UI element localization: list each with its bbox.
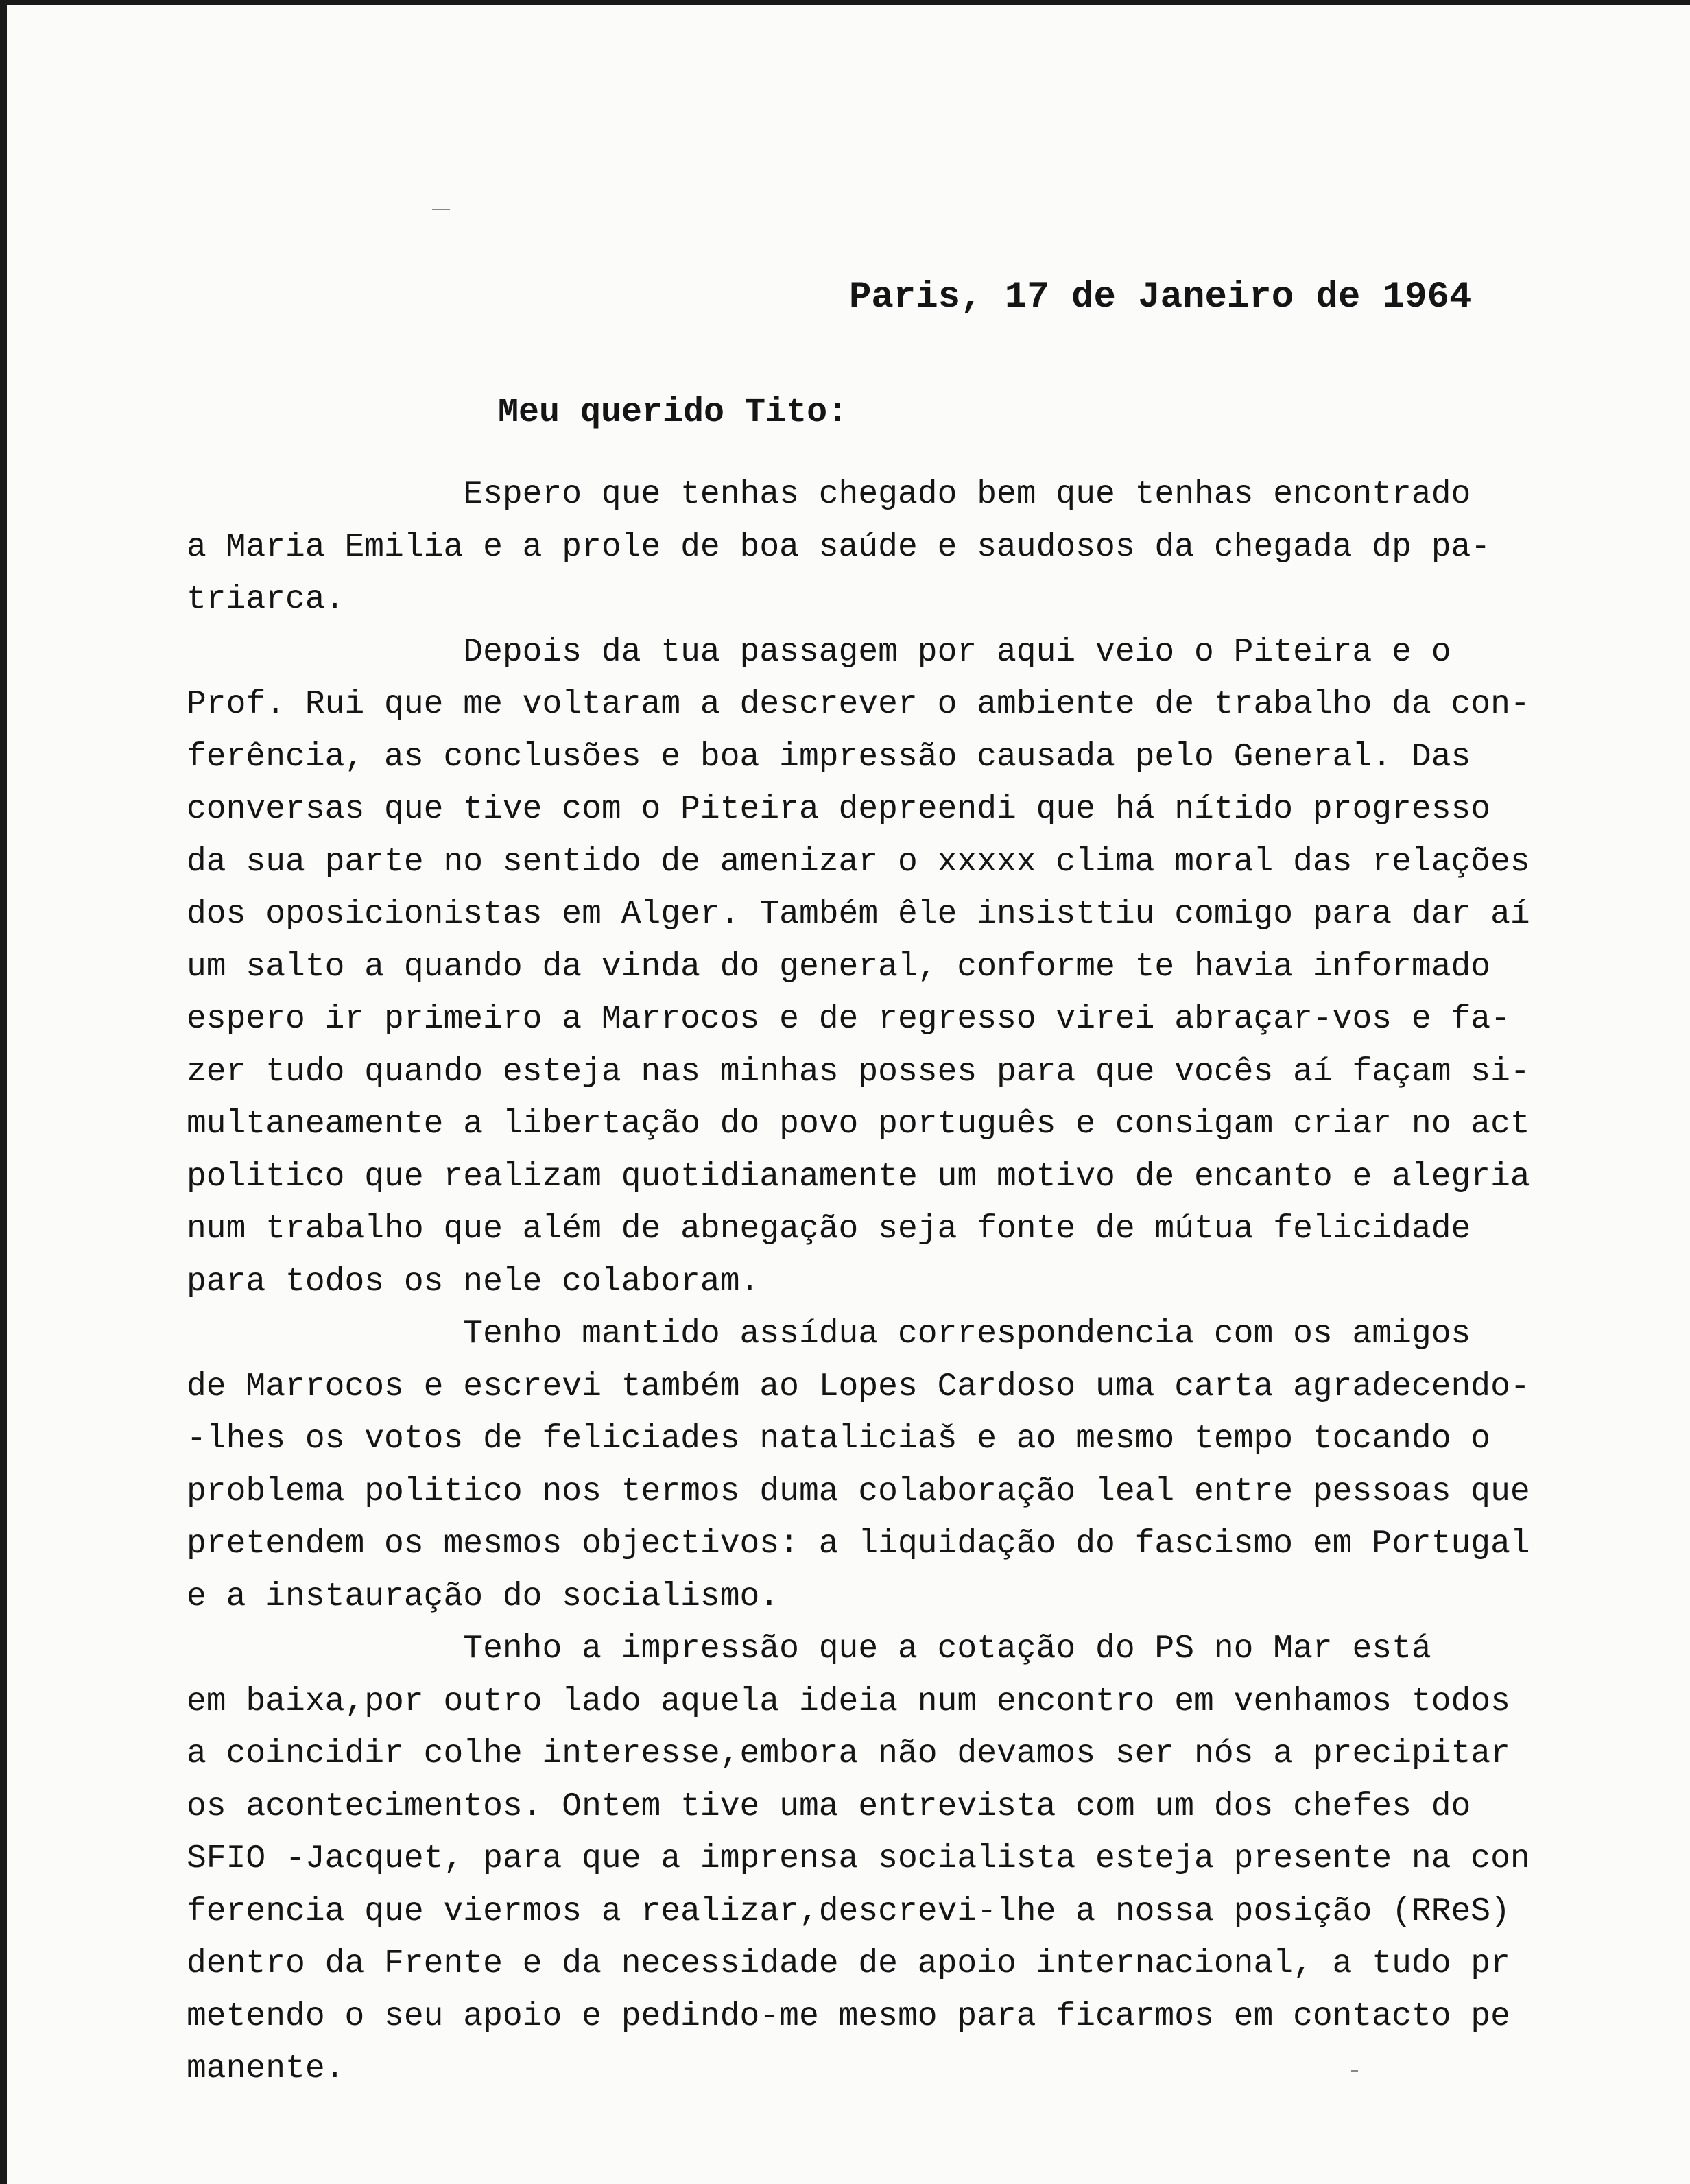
letter-line: metendo o seu apoio e pedindo-me mesmo para ficarmos em contacto pe — [187, 1997, 1510, 2035]
letter-line: os acontecimentos. Ontem tive uma entrevista com um dos chefes do — [187, 1788, 1471, 1825]
letter-line: dos oposicionistas em Alger. Também êle insisttiu comigo para dar aí — [187, 896, 1530, 933]
letter-line: um salto a quando da vinda do general, conforme te havia informado — [187, 948, 1491, 986]
letter-line: dentro da Frente e da necessidade de apoio internacional, a tudo pr — [187, 1945, 1510, 1982]
letter-line: a Maria Emilia e a prole de boa saúde e saudosos da chegada dp pa- — [187, 528, 1491, 566]
letter-line: espero ir primeiro a Marrocos e de regresso virei abraçar-vos e fa- — [187, 1001, 1510, 1038]
letter-line: problema politico nos termos duma colaboração leal entre pessoas que — [187, 1473, 1530, 1510]
letter-line: multaneamente a libertação do povo português e consigam criar no act — [187, 1106, 1530, 1143]
letter-body — [187, 468, 1647, 2096]
letter-line: num trabalho que além de abnegação seja fonte de mútua felicidade — [187, 1211, 1471, 1248]
letter-line: triarca. — [187, 581, 345, 618]
letter-line: conversas que tive com o Piteira depreendi que há nítido progresso — [187, 791, 1491, 828]
letter-line: zer tudo quando esteja nas minhas posses para que vocês aí façam si- — [187, 1053, 1530, 1091]
letter-line: ferencia que viermos a realizar,descrevi-lhe a nossa posição (RReS) — [187, 1892, 1510, 1930]
stray-mark — [432, 209, 450, 210]
letter-line: -lhes os votos de feliciades nataliciaš e ao mesmo tempo tocando o — [187, 1421, 1491, 1458]
letter-line: a coincidir colhe interesse,embora não devamos ser nós a precipitar — [187, 1735, 1510, 1772]
letter-line: manente. — [187, 2050, 345, 2087]
letter-line: Espero que tenhas chegado bem que tenhas encontrado — [187, 476, 1471, 513]
letter-dateline: Paris, 17 de Janeiro de 1964 — [849, 276, 1472, 318]
letter-line: em baixa,por outro lado aquela ideia num encontro em venhamos todos — [187, 1683, 1510, 1720]
letter-line: e a instauração do socialismo. — [187, 1578, 780, 1615]
letter-line: Depois da tua passagem por aqui veio o Piteira e o — [187, 633, 1451, 671]
letter-line: politico que realizam quotidianamente um motivo de encanto e alegria — [187, 1158, 1530, 1196]
letter-line: para todos os nele colaboram. — [187, 1263, 760, 1301]
letter-line: ferência, as conclusões e boa impressão causada pelo General. Das — [187, 738, 1471, 776]
letter-line: SFIO -Jacquet, para que a imprensa socialista esteja presente na con — [187, 1840, 1530, 1877]
letter-line: da sua parte no sentido de amenizar o xxxxx clima moral das relações — [187, 843, 1530, 881]
letter-salutation: Meu querido Tito: — [498, 393, 848, 432]
stray-mark — [1351, 2070, 1358, 2072]
letter-line: Tenho mantido assídua correspondencia com os amigos — [187, 1316, 1471, 1353]
letter-line: Tenho a impressão que a cotação do PS no Mar está — [187, 1630, 1431, 1667]
letter-line: Prof. Rui que me voltaram a descrever o ambiente de trabalho da con- — [187, 686, 1530, 723]
letter-line: de Marrocos e escrevi também ao Lopes Cardoso uma carta agradecendo- — [187, 1368, 1530, 1405]
letter-line: pretendem os mesmos objectivos: a liquidação do fascismo em Portugal — [187, 1526, 1530, 1563]
